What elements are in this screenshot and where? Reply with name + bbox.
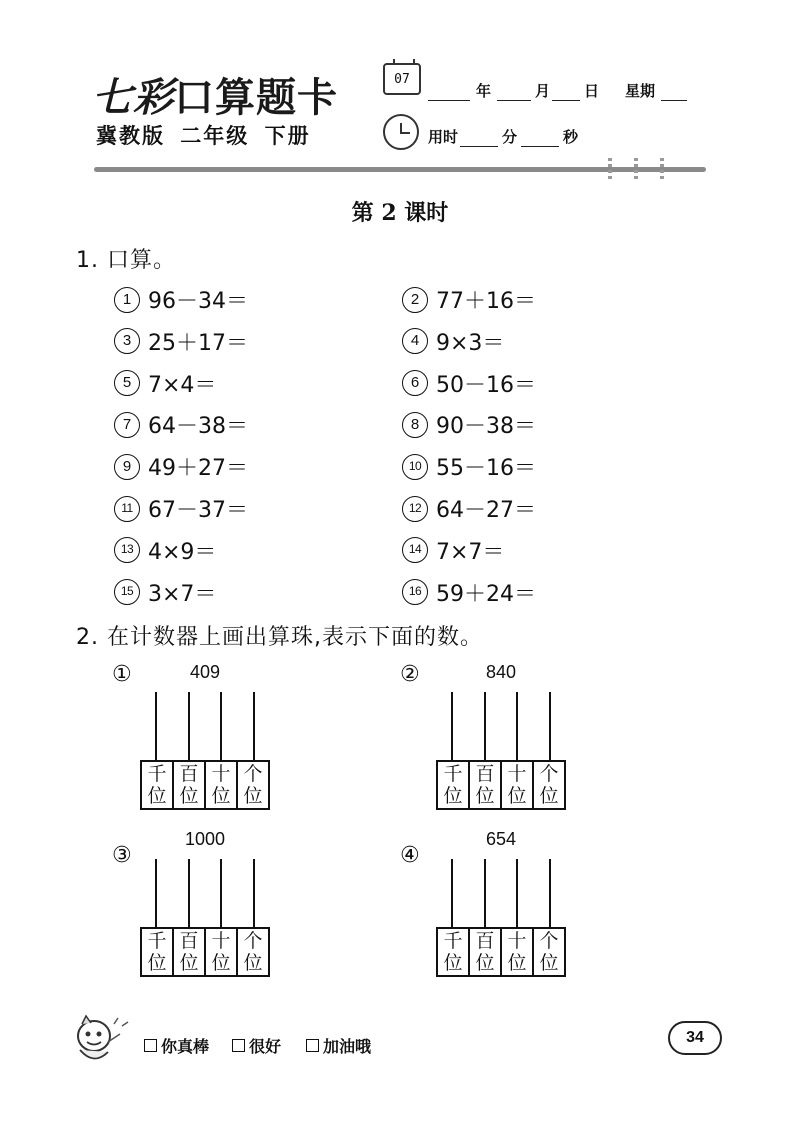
page-number: 34 (668, 1021, 722, 1055)
place-suffix: 位 (179, 785, 199, 807)
place-value-cell (238, 762, 268, 808)
rating-label: 加油哦 (323, 1037, 372, 1056)
question-1-heading: 1. 口算。 (76, 248, 176, 273)
brand-part1: 七彩 (92, 75, 174, 121)
problem-number: 5 (114, 370, 140, 396)
problem-number: 11 (114, 496, 140, 522)
calendar-icon (383, 63, 421, 95)
year-label: 年 (476, 82, 492, 100)
abacus-label: ③ (112, 843, 132, 868)
abacus-number: 1000 (184, 829, 226, 849)
place-value-cell (470, 762, 502, 808)
problem-item (402, 577, 536, 608)
problem-expression: 9×3＝ (436, 330, 505, 356)
problem-number: 10 (402, 454, 428, 480)
place-name: 十 (211, 930, 231, 952)
place-suffix: 位 (539, 952, 559, 974)
abacus-rod[interactable] (451, 859, 453, 927)
problem-expression: 67－37＝ (148, 498, 248, 523)
problem-expression: 77＋16＝ (436, 289, 536, 314)
abacus-number: 409 (189, 662, 221, 682)
month-label: 月 (535, 82, 551, 100)
abacus-label: ② (400, 662, 420, 687)
rating-label: 很好 (249, 1037, 282, 1056)
place-value-cell (206, 762, 238, 808)
place-value-cell (502, 762, 534, 808)
place-name: 个 (539, 763, 559, 785)
date-fields (428, 80, 687, 101)
problem-item (114, 493, 248, 524)
place-name: 十 (507, 763, 527, 785)
abacus-rod[interactable] (155, 859, 157, 927)
problem-number: 8 (402, 412, 428, 438)
abacus-base (436, 760, 566, 810)
abacus[interactable] (140, 662, 270, 822)
place-name: 千 (443, 930, 463, 952)
place-value-cell (502, 929, 534, 975)
place-name: 个 (243, 763, 263, 785)
problem-number: 3 (114, 328, 140, 354)
problem-item (402, 368, 536, 399)
place-name: 千 (443, 763, 463, 785)
abacus-base (140, 760, 270, 810)
problem-item (402, 451, 536, 482)
abacus-rod[interactable] (484, 692, 486, 760)
weekday-label: 星期 (625, 82, 656, 100)
problem-number: 7 (114, 412, 140, 438)
place-suffix: 位 (475, 952, 495, 974)
place-suffix: 位 (147, 785, 167, 807)
problem-item (402, 493, 536, 524)
abacus-rod[interactable] (220, 859, 222, 927)
problem-item (114, 326, 248, 357)
place-value-cell (470, 929, 502, 975)
place-suffix: 位 (211, 952, 231, 974)
problem-expression: 50－16＝ (436, 372, 536, 398)
place-name: 百 (475, 930, 495, 952)
place-value-cell (438, 762, 470, 808)
abacus-rod[interactable] (188, 859, 190, 927)
problem-item (114, 284, 248, 315)
abacus-base (140, 927, 270, 977)
place-name: 千 (147, 763, 167, 785)
problem-expression: 55－16＝ (436, 456, 536, 482)
abacus-rod[interactable] (516, 692, 518, 760)
place-suffix: 位 (539, 785, 559, 807)
place-value-cell (142, 762, 174, 808)
problem-item (114, 535, 216, 566)
place-value-cell (438, 929, 470, 975)
brand-logo (92, 66, 338, 123)
place-name: 千 (147, 930, 167, 952)
place-value-cell (238, 929, 268, 975)
problem-item (114, 368, 216, 399)
problem-expression: 49＋27＝ (148, 456, 248, 482)
place-suffix: 位 (507, 785, 527, 807)
divider-tick (634, 158, 638, 182)
place-value-cell (534, 762, 564, 808)
problem-expression: 64－38＝ (148, 414, 248, 440)
abacus-rod[interactable] (253, 692, 255, 760)
place-value-cell (142, 929, 174, 975)
problem-expression: 4×9＝ (148, 539, 217, 565)
place-value-cell (174, 762, 206, 808)
abacus-rod[interactable] (188, 692, 190, 760)
abacus[interactable] (140, 829, 270, 989)
place-suffix: 位 (243, 785, 263, 807)
problem-expression: 96－34＝ (148, 289, 248, 314)
rating-checkbox[interactable] (232, 1039, 245, 1052)
abacus-number: 840 (485, 662, 517, 682)
abacus-rod[interactable] (516, 859, 518, 927)
abacus[interactable] (436, 662, 566, 822)
place-suffix: 位 (211, 785, 231, 807)
problem-expression: 7×7＝ (436, 539, 505, 565)
year-blank[interactable] (428, 84, 470, 101)
place-name: 百 (179, 763, 199, 785)
weekday-blank[interactable] (661, 84, 687, 101)
seconds-label: 秒 (563, 128, 579, 146)
divider-tick (660, 158, 664, 182)
abacus-label: ④ (400, 843, 420, 868)
abacus-rod[interactable] (155, 692, 157, 760)
place-name: 个 (243, 930, 263, 952)
abacus[interactable] (436, 829, 566, 989)
place-name: 十 (507, 930, 527, 952)
place-value-cell (206, 929, 238, 975)
problem-expression: 64－27＝ (436, 498, 536, 523)
problem-expression: 3×7＝ (148, 581, 217, 607)
abacus-rod[interactable] (549, 692, 551, 760)
rating-checkbox[interactable] (144, 1039, 157, 1052)
problem-item (402, 326, 504, 357)
problem-expression: 7×4＝ (148, 372, 217, 398)
abacus-rod[interactable] (484, 859, 486, 927)
rating-option[interactable] (306, 1034, 371, 1057)
problem-expression: 25＋17＝ (148, 330, 248, 356)
seconds-blank[interactable] (521, 130, 559, 147)
edition-label: 冀教版 二年级 下册 (96, 124, 311, 148)
header-divider (94, 167, 706, 172)
abacus-rod[interactable] (220, 692, 222, 760)
place-suffix: 位 (243, 952, 263, 974)
place-suffix: 位 (443, 785, 463, 807)
abacus-rod[interactable] (451, 692, 453, 760)
place-suffix: 位 (507, 952, 527, 974)
problem-number: 16 (402, 579, 428, 605)
place-name: 十 (211, 763, 231, 785)
problem-item (402, 284, 536, 315)
problem-item (402, 535, 504, 566)
time-fields (428, 126, 578, 147)
month-blank[interactable] (497, 84, 531, 101)
problem-number: 2 (402, 287, 428, 313)
lesson-title: 第 2 课时 (351, 200, 449, 226)
place-name: 百 (475, 763, 495, 785)
problem-number: 4 (402, 328, 428, 354)
day-label: 日 (584, 82, 600, 100)
rating-option[interactable] (232, 1034, 281, 1057)
problem-number: 15 (114, 579, 140, 605)
problem-expression: 90－38＝ (436, 414, 536, 440)
minutes-blank[interactable] (460, 130, 498, 147)
place-name: 百 (179, 930, 199, 952)
abacus-base (436, 927, 566, 977)
problem-number: 12 (402, 496, 428, 522)
place-suffix: 位 (475, 785, 495, 807)
place-suffix: 位 (147, 952, 167, 974)
time-label: 用时 (428, 128, 459, 146)
day-blank[interactable] (552, 84, 580, 101)
minutes-label: 分 (502, 128, 518, 146)
place-name: 个 (539, 930, 559, 952)
problem-item (114, 409, 248, 440)
problem-number: 14 (402, 537, 428, 563)
place-value-cell (174, 929, 206, 975)
place-suffix: 位 (179, 952, 199, 974)
place-suffix: 位 (443, 952, 463, 974)
problem-number: 9 (114, 454, 140, 480)
divider-tick (608, 158, 612, 182)
place-value-cell (534, 929, 564, 975)
problem-item (114, 577, 216, 608)
rating-label: 你真棒 (161, 1037, 210, 1056)
problem-number: 1 (114, 287, 140, 313)
problem-number: 13 (114, 537, 140, 563)
problem-number: 6 (402, 370, 428, 396)
rating-checkbox[interactable] (306, 1039, 319, 1052)
abacus-rod[interactable] (549, 859, 551, 927)
problem-item (114, 451, 248, 482)
rating-option[interactable] (144, 1034, 209, 1057)
abacus-label: ① (112, 662, 132, 687)
problem-item (402, 409, 536, 440)
question-2-heading: 2. 在计数器上画出算珠,表示下面的数。 (76, 625, 483, 650)
abacus-number: 654 (485, 829, 517, 849)
brand-part2: 口算题卡 (174, 75, 338, 121)
abacus-rod[interactable] (253, 859, 255, 927)
clock-icon (383, 114, 419, 150)
problem-expression: 59＋24＝ (436, 581, 536, 607)
mascot-illustration (70, 1012, 132, 1068)
calendar-day: 07 (394, 72, 410, 87)
